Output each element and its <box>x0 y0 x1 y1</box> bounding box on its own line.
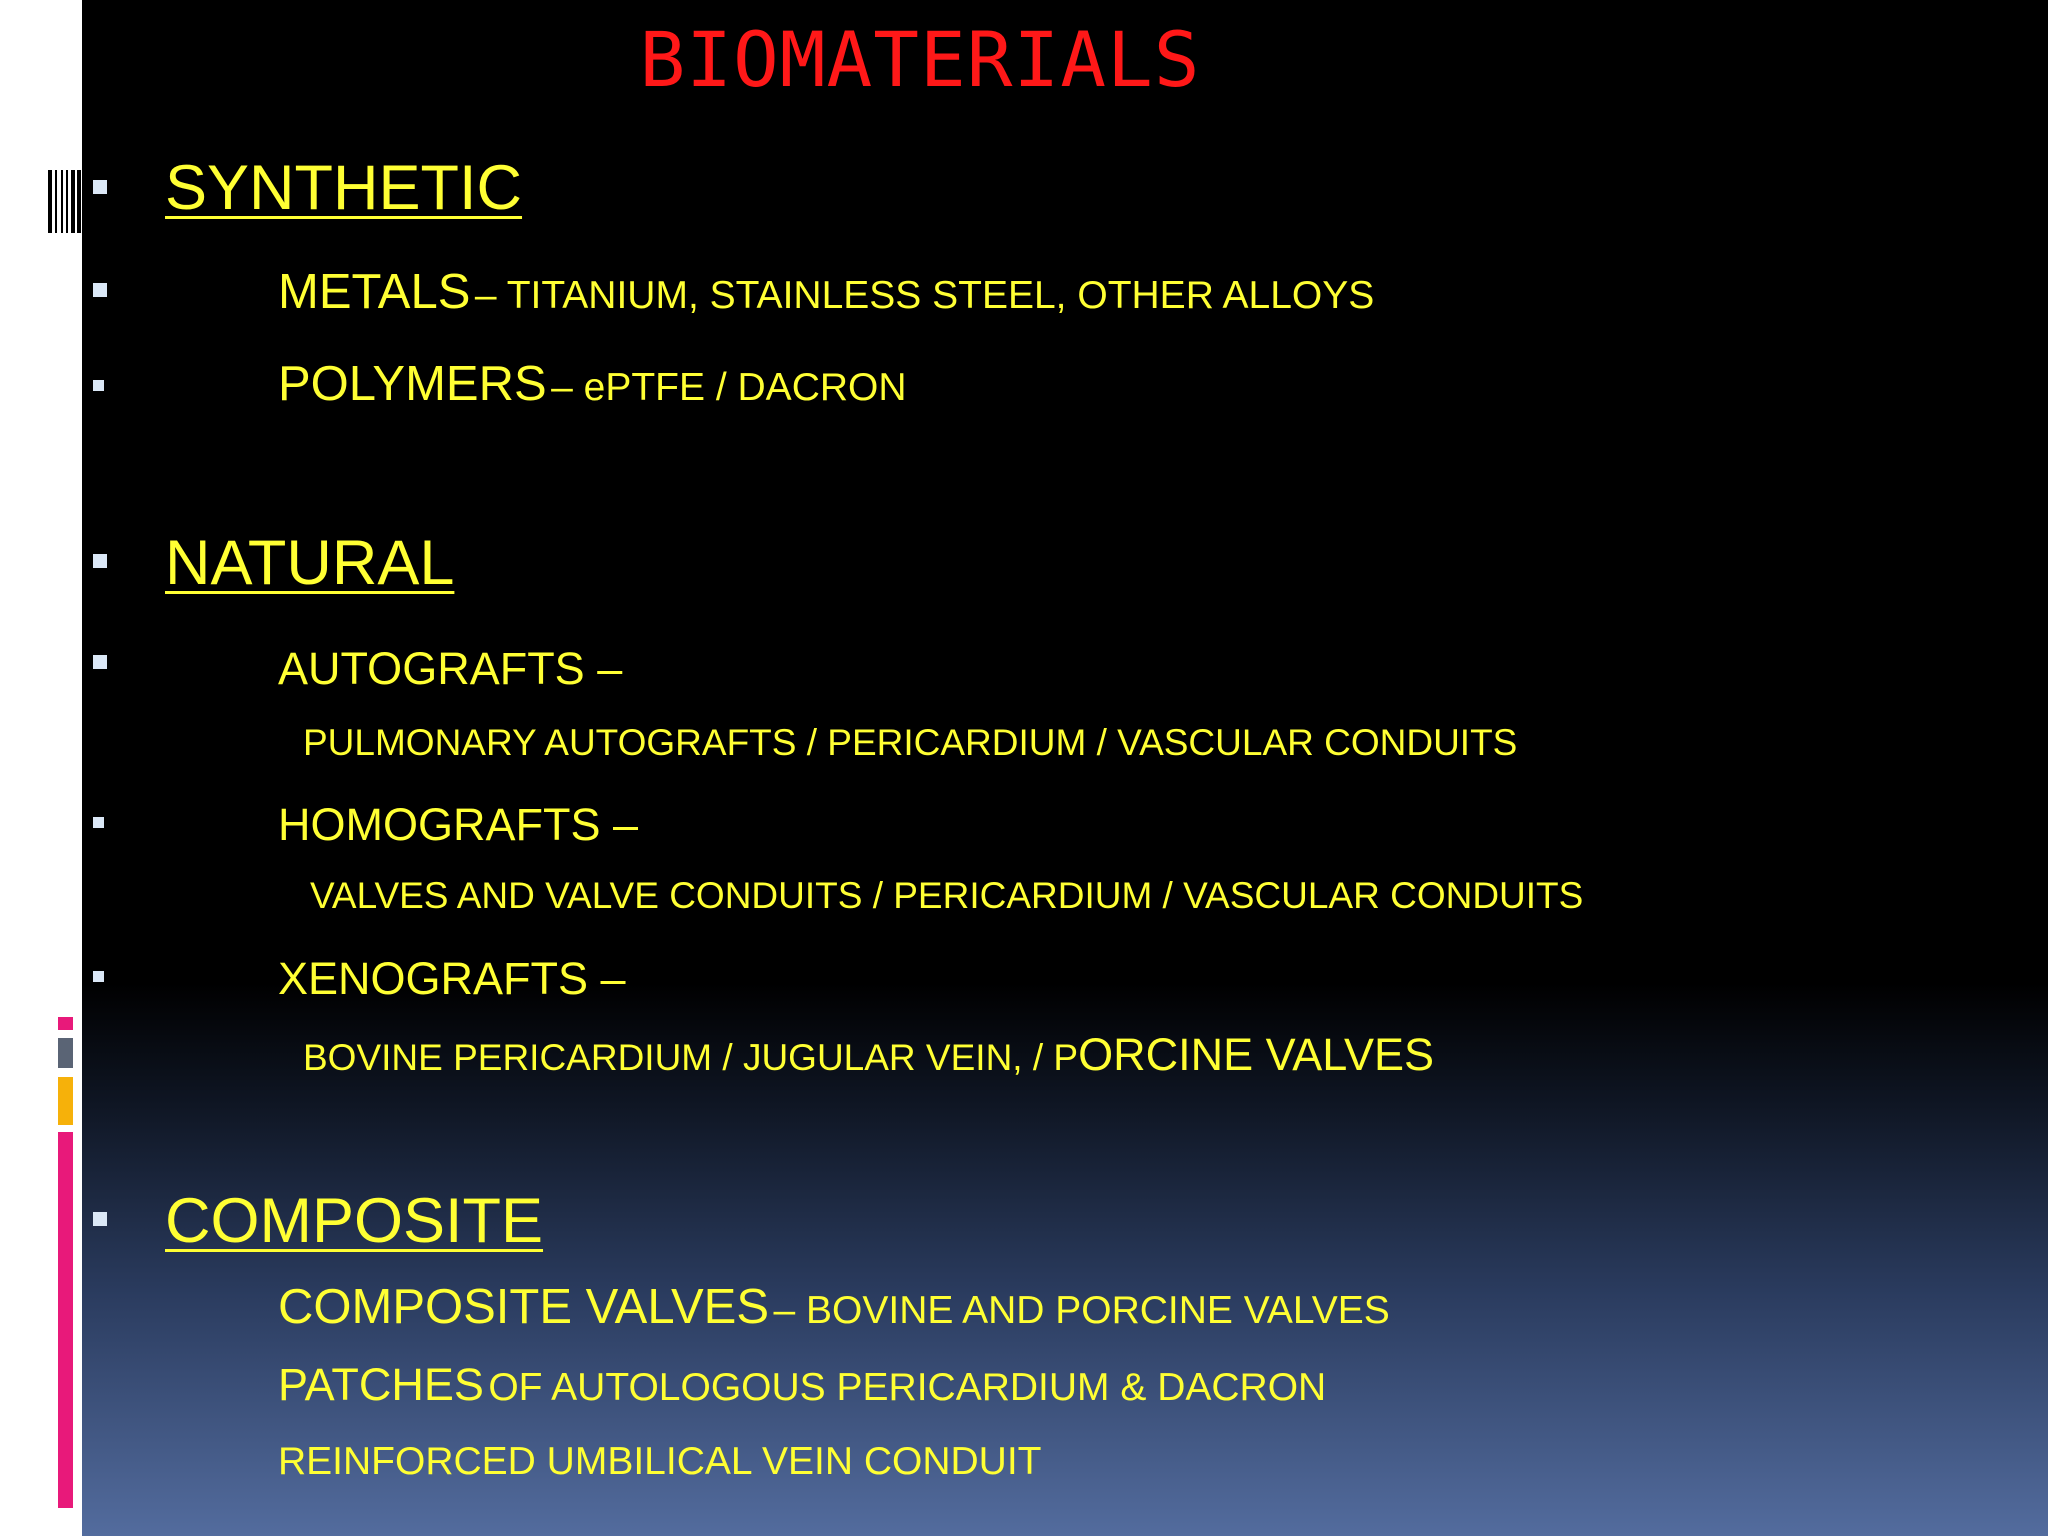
bullet-icon <box>93 380 104 391</box>
bullet-icon <box>93 180 107 194</box>
xenografts-detail-part2: ORCINE VALVES <box>1078 1029 1435 1080</box>
decor-stripe <box>61 170 63 233</box>
bullet-icon <box>93 283 107 297</box>
decor-bar-orange <box>58 1077 73 1125</box>
decor-bar-gray <box>58 1038 73 1068</box>
polymers-line <box>278 357 907 411</box>
slide-title: BIOMATERIALS <box>639 15 1201 104</box>
heading-composite: COMPOSITE <box>165 1186 544 1256</box>
decor-stripe <box>71 170 75 233</box>
metals-line <box>278 265 1375 319</box>
composite-valves-line <box>278 1280 1390 1334</box>
xenografts-detail-part1: BOVINE PERICARDIUM / JUGULAR VEIN, / P <box>303 1037 1079 1078</box>
composite-valves-label: COMPOSITE VALVES <box>278 1280 770 1334</box>
heading-natural: NATURAL <box>165 528 455 598</box>
composite-valves-detail: – BOVINE AND PORCINE VALVES <box>773 1289 1390 1332</box>
bullet-icon <box>93 817 104 828</box>
decor-stripe <box>77 170 81 233</box>
xenografts-label: XENOGRAFTS – <box>278 953 626 1004</box>
umbilical-line: REINFORCED UMBILICAL VEIN CONDUIT <box>278 1440 1042 1483</box>
homografts-label: HOMOGRAFTS – <box>278 799 639 850</box>
decor-stripe <box>55 170 57 233</box>
decor-bar-pink <box>58 1132 73 1508</box>
metals-label: METALS <box>278 265 471 319</box>
decor-bar-pink-top <box>58 1017 73 1030</box>
heading-synthetic: SYNTHETIC <box>165 153 523 223</box>
bullet-icon <box>93 1212 107 1226</box>
bullet-icon <box>93 554 107 568</box>
polymers-label: POLYMERS <box>278 357 547 411</box>
autografts-detail: PULMONARY AUTOGRAFTS / PERICARDIUM / VASCULAR CONDUITS <box>303 722 1518 763</box>
decor-stripe <box>66 170 68 233</box>
patches-line <box>278 1359 1327 1410</box>
autografts-label: AUTOGRAFTS – <box>278 643 623 694</box>
xenografts-detail <box>303 1029 1435 1080</box>
polymers-detail: – ePTFE / DACRON <box>551 366 907 409</box>
decor-stripe <box>48 170 52 233</box>
bullet-icon <box>93 971 104 982</box>
patches-label: PATCHES <box>278 1359 484 1410</box>
bullet-icon <box>93 655 107 669</box>
patches-detail: OF AUTOLOGOUS PERICARDIUM & DACRON <box>488 1366 1327 1409</box>
metals-detail: – TITANIUM, STAINLESS STEEL, OTHER ALLOYS <box>474 274 1375 317</box>
homografts-detail: VALVES AND VALVE CONDUITS / PERICARDIUM / VASCULAR CONDUITS <box>310 875 1584 916</box>
